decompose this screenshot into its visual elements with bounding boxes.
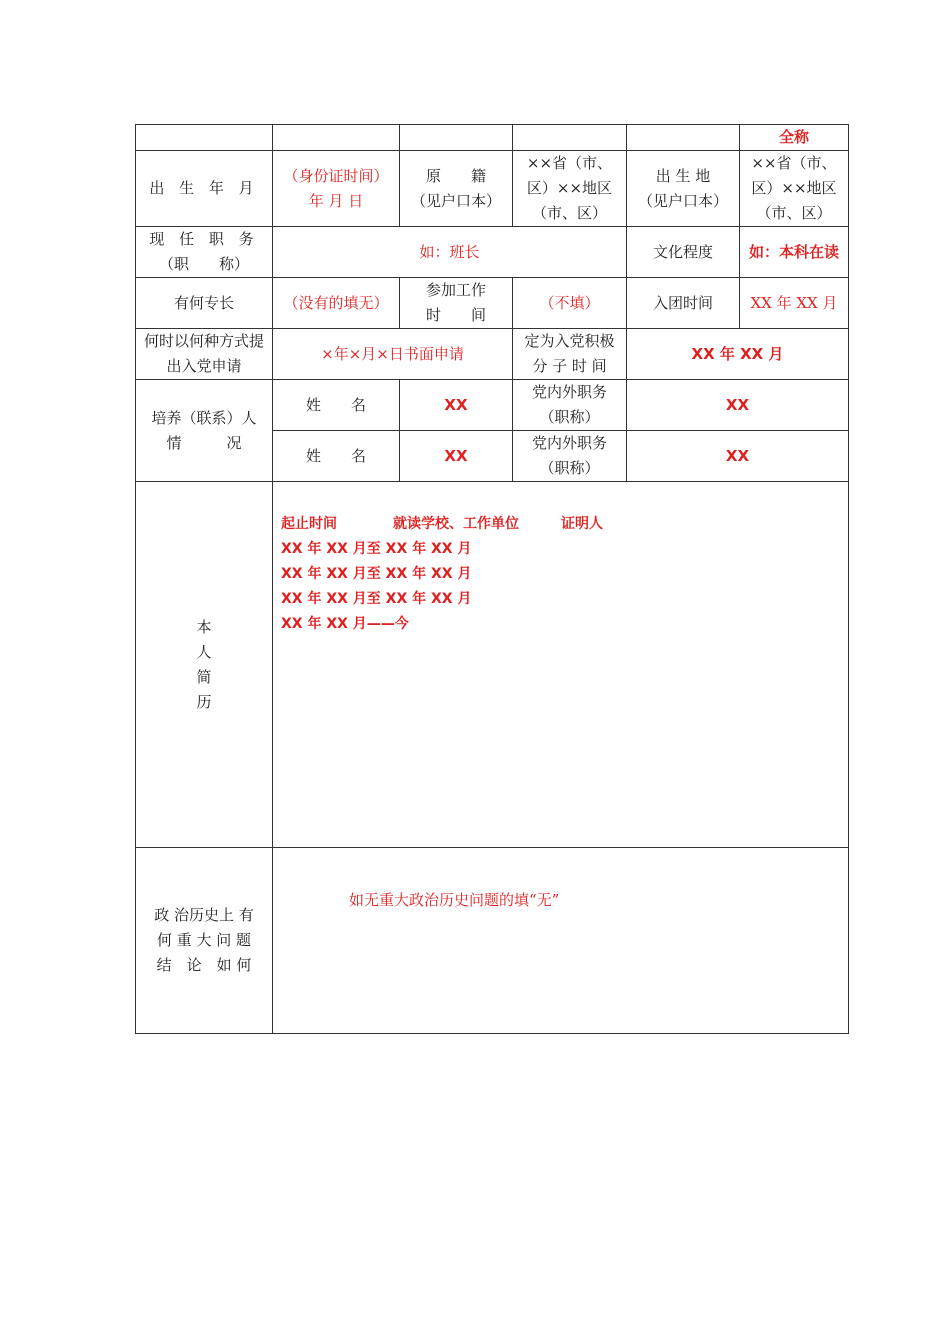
header-row — [136, 125, 849, 151]
activist-label-line2: 分 子 时 间 — [532, 357, 607, 375]
activist-label-line1: 定为入党积极 — [524, 332, 615, 350]
position-label-main: 现 任 职 务 — [149, 230, 259, 248]
resume-header: 起止时间 就读学校、工作单位 证明人 — [281, 516, 603, 532]
political-label-line2: 何 重 大 问 题 — [156, 931, 252, 949]
native-place-label — [400, 151, 513, 227]
birth-date-hint: （身份证时间） — [283, 166, 389, 185]
trainer-name-label: 姓 名 — [273, 380, 400, 431]
trainer-duty-label-line1: 党内外职务 — [531, 434, 607, 452]
specialty-row — [136, 278, 849, 329]
trainer-duty-label-line2: （职称） — [539, 459, 600, 477]
education-label: 文化程度 — [627, 227, 740, 278]
position-row — [136, 227, 849, 278]
trainer-duty-label — [513, 380, 627, 431]
trainer-name-label: 姓 名 — [273, 431, 400, 482]
application-label-line2: 出入党申请 — [166, 357, 242, 375]
political-content[interactable] — [273, 848, 849, 1034]
political-row — [136, 848, 849, 1034]
activist-label — [513, 329, 627, 380]
application-label-line1: 何时以何种方式提 — [143, 332, 264, 350]
work-start-label-line2: 时 间 — [425, 306, 486, 324]
native-place-label-note: （见户口本） — [410, 191, 501, 210]
work-start-label-line1: 参加工作 — [425, 281, 486, 299]
league-join-value[interactable]: XX 年 XX 月 — [740, 278, 849, 329]
blank-cell[interactable] — [273, 125, 400, 151]
birthplace-label-note: （见户口本） — [637, 191, 728, 210]
blank-cell[interactable] — [400, 125, 513, 151]
trainer-label-line2: 情 况 — [166, 433, 242, 452]
application-label — [136, 329, 273, 380]
political-label — [136, 848, 273, 1034]
birthplace-value[interactable]: ××省（市、区）××地区（市、区） — [740, 151, 849, 227]
full-name-hint: 全称 — [740, 125, 849, 151]
trainer-duty-label — [513, 431, 627, 482]
trainer-duty-label-line2: （职称） — [539, 408, 600, 426]
birth-date-format: 年 月 日 — [308, 191, 364, 210]
position-label — [136, 227, 273, 278]
native-place-value[interactable]: ××省（市、区）××地区（市、区） — [513, 151, 627, 227]
birthplace-label — [627, 151, 740, 227]
blank-cell[interactable] — [627, 125, 740, 151]
native-place-label-main: 原 籍 — [425, 166, 486, 185]
trainer-label-line1: 培养（联系）人 — [151, 408, 257, 427]
trainer-name-value[interactable]: XX — [400, 380, 513, 431]
application-form-table — [135, 124, 849, 1034]
resume-entry: XX 年 XX 月——今 — [281, 616, 409, 632]
birth-row — [136, 151, 849, 227]
resume-label — [136, 482, 273, 848]
blank-cell[interactable] — [136, 125, 273, 151]
work-start-label — [400, 278, 513, 329]
birth-date-value[interactable] — [273, 151, 400, 227]
resume-entry: XX 年 XX 月至 XX 年 XX 月 — [281, 541, 472, 557]
resume-content[interactable] — [273, 482, 849, 848]
position-value[interactable]: 如：班长 — [273, 227, 627, 278]
resume-label-char: 人 — [196, 642, 212, 661]
specialty-label: 有何专长 — [136, 278, 273, 329]
birthplace-label-main: 出 生 地 — [655, 166, 711, 185]
trainer-label — [136, 380, 273, 482]
resume-label-char: 历 — [196, 692, 212, 711]
application-value[interactable]: ×年×月×日书面申请 — [273, 329, 513, 380]
specialty-value[interactable]: （没有的填无） — [273, 278, 400, 329]
political-label-line1: 政 治历史上 有 — [154, 906, 254, 924]
resume-row — [136, 482, 849, 848]
activist-value[interactable]: XX 年 XX 月 — [627, 329, 849, 380]
trainer-duty-label-line1: 党内外职务 — [531, 383, 607, 401]
league-join-label: 入团时间 — [627, 278, 740, 329]
trainer-name-value[interactable]: XX — [400, 431, 513, 482]
application-row — [136, 329, 849, 380]
birth-date-label: 出 生 年 月 — [136, 151, 273, 227]
trainer-duty-value[interactable]: XX — [627, 380, 849, 431]
resume-entry: XX 年 XX 月至 XX 年 XX 月 — [281, 591, 472, 607]
trainer-row — [136, 380, 849, 431]
resume-label-char: 本 — [196, 617, 212, 636]
political-note: 如无重大政治历史问题的填“无” — [349, 891, 560, 909]
blank-cell[interactable] — [513, 125, 627, 151]
trainer-duty-value[interactable]: XX — [627, 431, 849, 482]
resume-entry: XX 年 XX 月至 XX 年 XX 月 — [281, 566, 472, 582]
education-value[interactable]: 如：本科在读 — [740, 227, 849, 278]
position-label-note: （职 称） — [158, 255, 249, 273]
work-start-value[interactable]: （不填） — [513, 278, 627, 329]
political-label-line3: 结 论 如 何 — [156, 956, 252, 974]
resume-label-char: 简 — [196, 667, 212, 686]
